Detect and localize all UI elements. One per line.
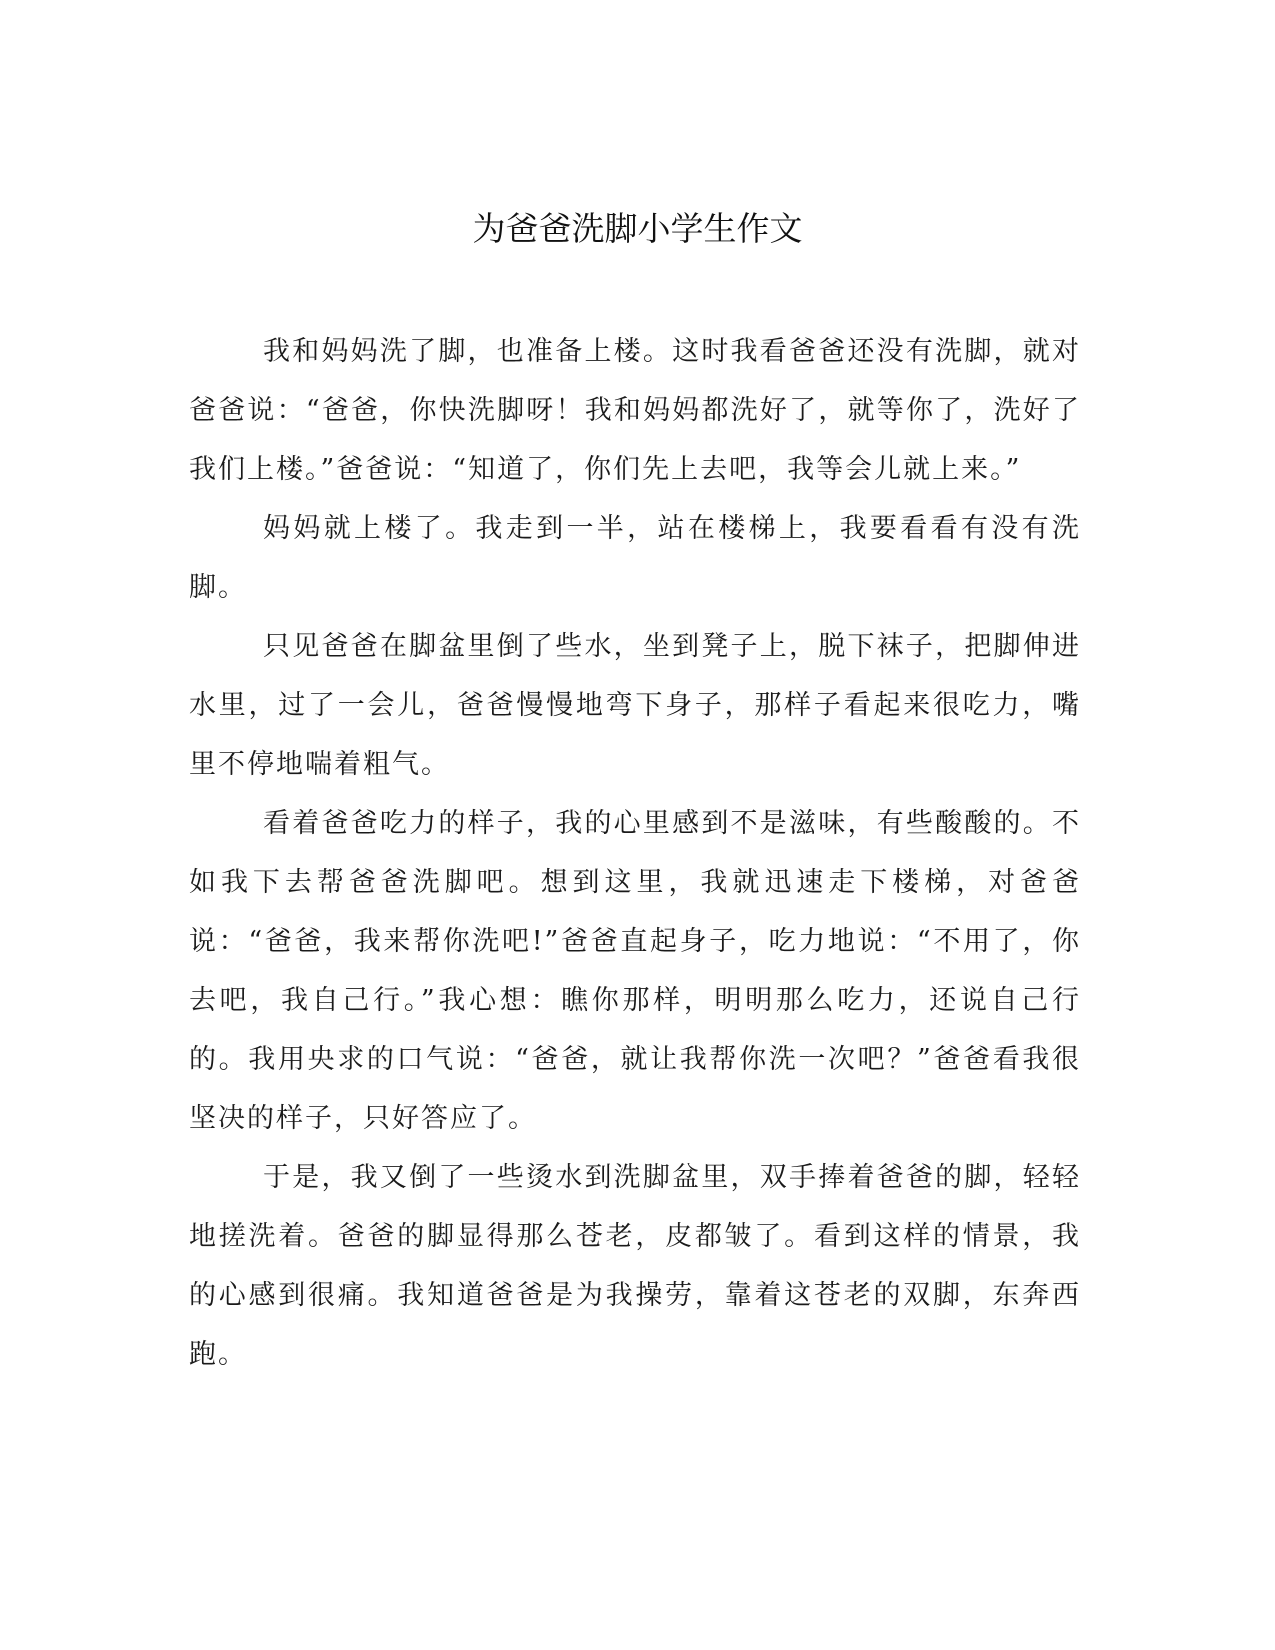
paragraph-2: 妈妈就上楼了。我走到一半，站在楼梯上，我要看看有没有洗脚。	[189, 513, 1081, 603]
paragraph-3: 只见爸爸在脚盆里倒了些水，坐到凳子上，脱下袜子，把脚伸进水里，过了一会儿，爸爸慢慢地弯下身子，那样子看起来很吃力，嘴里不停地喘着粗气。	[189, 631, 1081, 780]
paragraph-5: 于是，我又倒了一些烫水到洗脚盆里，双手捧着爸爸的脚，轻轻地搓洗着。爸爸的脚显得那么苍老，皮都皱了。看到这样的情景，我的心感到很痛。我知道爸爸是为我操劳，靠着这苍老的双脚，东奔西跑。	[189, 1162, 1081, 1370]
paragraph-1: 我和妈妈洗了脚，也准备上楼。这时我看爸爸还没有洗脚，就对爸爸说：“爸爸，你快洗脚呀！我和妈妈都洗好了，就等你了，洗好了我们上楼。”爸爸说：“知道了，你们先上去吧，我等会儿就上来。”	[189, 336, 1081, 485]
document-title: 为爸爸洗脚小学生作文	[472, 209, 803, 248]
document-body	[189, 322, 1081, 1384]
paragraph-4: 看着爸爸吃力的样子，我的心里感到不是滋味，有些酸酸的。不如我下去帮爸爸洗脚吧。想到这里，我就迅速走下楼梯，对爸爸说：“爸爸，我来帮你洗吧!”爸爸直起身子，吃力地说：“不用了，你去吧，我自己行。”我心想：瞧你那样，明明那么吃力，还说自己行的。我用央求的口气说：“爸爸，就让我帮你洗一次吧？”爸爸看我很坚决的样子，只好答应了。	[189, 808, 1081, 1134]
